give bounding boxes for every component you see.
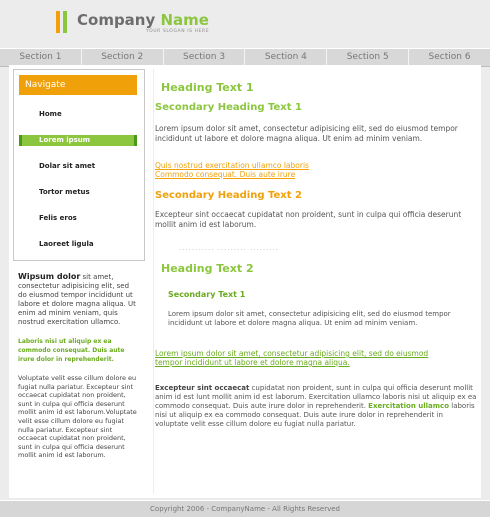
column-divider xyxy=(153,69,154,494)
page-content xyxy=(9,65,481,498)
slogan: YOUR SLOGAN IS HERE xyxy=(146,29,210,34)
nav-tab-section-6[interactable]: Section 6 xyxy=(428,52,471,62)
link-commodo-consequat[interactable]: Commodo consequat. Duis aute irure xyxy=(155,170,296,179)
paragraph-4-green: Exercitation ullamco xyxy=(368,402,450,410)
sidebar-item-felis-eros[interactable]: Felis eros xyxy=(39,214,77,222)
sidebar-item-lorem-ipsum[interactable]: Lorem ipsum xyxy=(19,135,137,146)
sidebar-item-dolar-sit-amet[interactable]: Dolar sit amet xyxy=(39,162,96,170)
sidebar-intro-text: sit amet, consectetur adipisicing elit, sed do eiusmod tempor incididunt ut labore et dolore magna aliqua. Ut enim ad minim veniam, quis nostrud exercitation ullamco. xyxy=(18,273,136,326)
header xyxy=(0,0,490,46)
secondary-heading-1: Secondary Heading Text 1 xyxy=(155,102,302,113)
dotted-separator: ........... ......... ......... xyxy=(179,244,279,252)
link-quis-nostrud[interactable]: Quis nostrud exercitation ullamco laboris xyxy=(155,161,309,170)
sidebar-intro xyxy=(18,272,138,327)
link-lorem-ipsum-2[interactable]: tempor incididunt ut labore et dolore magna aliqua. xyxy=(155,358,350,367)
nav-tab-section-3[interactable]: Section 3 xyxy=(164,49,246,66)
nav-tab-section-2[interactable]: Section 2 xyxy=(82,49,164,66)
sidebar-bottom-text: Voluptate velit esse cillum dolore eu fugiat nulla pariatur. Excepteur sint occaecat cupidatat non proident, sunt in culpa qui officia deserunt mollit anim id est laborum.Voluptate velit esse cillum dolore eu fugiat nulla pariatur. Excepteur sint occaecat cupidatat non proident, sunt in culpa qui officia deserunt mollit anim id est laborum. xyxy=(18,374,137,460)
sidebar-nav-box xyxy=(13,69,145,261)
heading-1: Heading Text 1 xyxy=(161,81,254,94)
sidebar-item-home[interactable]: Home xyxy=(39,110,62,118)
secondary-heading-2: Secondary Heading Text 2 xyxy=(155,190,302,201)
footer: Copyright 2006 - CompanyName - All Rights Reserved xyxy=(0,500,490,517)
paragraph-4-bold: Excepteur sint occaecat xyxy=(155,384,250,392)
logo-bar-green xyxy=(63,11,67,33)
sidebar-intro-bold: Wipsum dolor xyxy=(18,272,81,281)
sidebar-green-text: Laboris nisi ut aliquip ex ea commodo consequat. Duis aute irure dolor in reprehenderit. xyxy=(18,338,125,363)
logo-name-part1: Company xyxy=(77,11,156,29)
paragraph-3: Lorem ipsum dolor sit amet, consectetur adipisicing elit, sed do eiusmod tempor incididunt ut labore et dolore magna aliqua. Ut enim ad minim veniam. xyxy=(168,310,451,327)
paragraph-4-text-a: cupidatat non proident, sunt in culpa qui officia deserunt mollit anim id est lunt mollit anim id est laborum. Exercitation ullamco laboris nisi ut aliquip ex ea commodo consequat. Duis aute irure dolor in reprehenderit. xyxy=(155,384,477,410)
paragraph-1: Lorem ipsum dolor sit amet, consectetur adipisicing elit, sed do eiusmod tempor incididunt ut labore et dolore magna aliqua. Ut enim ad minim veniam. xyxy=(155,124,458,143)
sidebar-item-tortor-metus[interactable]: Tortor metus xyxy=(39,188,90,196)
paragraph-2: Excepteur sint occaecat cupidatat non proident, sunt in culpa qui officia deserunt mollit anim id est laborum. xyxy=(155,210,462,229)
nav-tab-section-4[interactable]: Section 4 xyxy=(245,49,327,66)
nav-tab-section-5[interactable]: Section 5 xyxy=(327,49,409,66)
logo-name-part2: Name xyxy=(160,11,209,29)
secondary-text-1: Secondary Text 1 xyxy=(168,290,246,299)
paragraph-4-text-b: laboris nisi ut aliquip ex ea commodo consequat. Duis aute irure dolor in reprehenderit in voluptate velit esse cillum dolore eu fugiat nulla pariatur. xyxy=(155,402,475,428)
nav-tab-section-1[interactable]: Section 1 xyxy=(0,49,82,66)
link-lorem-ipsum-1[interactable]: Lorem ipsum dolor sit amet, consectetur adipisicing elit, sed do eiusmod xyxy=(155,349,429,358)
sidebar-heading: Navigate xyxy=(19,75,137,95)
heading-2: Heading Text 2 xyxy=(161,262,254,275)
sidebar-item-laoreet-ligula[interactable]: Laoreet ligula xyxy=(39,240,94,248)
company-logo[interactable] xyxy=(77,11,209,29)
logo-bar-orange xyxy=(56,11,60,33)
paragraph-4 xyxy=(155,384,477,429)
